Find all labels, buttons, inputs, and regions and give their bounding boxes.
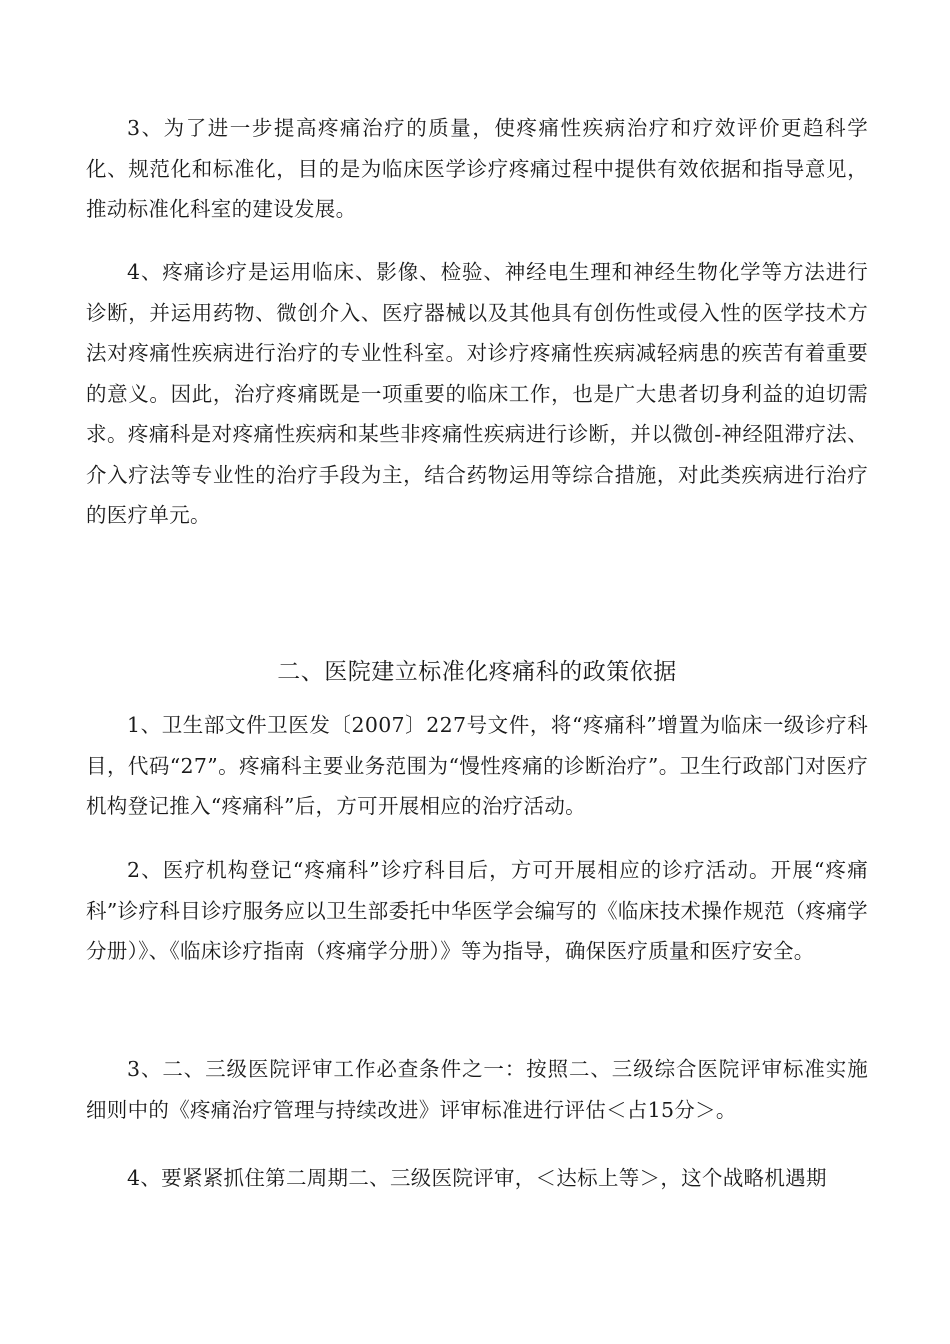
paragraph-item-3-quality: 3、为了进一步提高疼痛治疗的质量，使疼痛性疾病治疗和疗效评价更趋科学化、规范化和标准化，目的是为临床医学诊疗疼痛过程中提供有效依据和指导意见，推动标准化科室的建设发展。: [86, 116, 868, 221]
section-heading-policy-basis: 二、医院建立标准化疼痛科的政策依据: [277, 659, 677, 685]
paragraph-item-4-pain-diagnosis: 4、疼痛诊疗是运用临床、影像、检验、神经电生理和神经生物化学等方法进行诊断，并运用药物、微创介入、医疗器械以及其他具有创伤性或侵入性的医学技术方法对疼痛性疾病进行治疗的专业性科室。对诊疗疼痛性疾病减轻病患的疾苦有着重要的意义。因此，治疗疼痛既是一项重要的临床工作，也是广大患者切身利益的迫切需求。疼痛科是对疼痛性疾病和某些非疼痛性疾病进行诊断，并以微创-神经阻滞疗法、介入疗法等专业性的治疗手段为主，结合药物运用等综合措施，对此类疾病进行治疗的医疗单元。: [86, 260, 868, 527]
paragraph-policy-3: 3、二、三级医院评审工作必查条件之一：按照二、三级综合医院评审标准实施细则中的《疼痛治疗管理与持续改进》评审标准进行评估＜占15分＞。: [86, 1057, 868, 1122]
paragraph-policy-4: 4、要紧紧抓住第二周期二、三级医院评审，＜达标上等＞，这个战略机遇期: [127, 1166, 827, 1190]
paragraph-policy-1: 1、卫生部文件卫医发〔2007〕227号文件，将“疼痛科”增置为临床一级诊疗科目，代码“27”。疼痛科主要业务范围为“慢性疼痛的诊断治疗”。卫生行政部门对医疗机构登记推入“疼痛科”后，方可开展相应的治疗活动。: [86, 713, 868, 818]
paragraph-policy-2: 2、医疗机构登记“疼痛科”诊疗科目后，方可开展相应的诊疗活动。开展“疼痛科”诊疗科目诊疗服务应以卫生部委托中华医学会编写的《临床技术操作规范（疼痛学分册）》、《临床诊疗指南（疼痛学分册）》等为指导，确保医疗质量和医疗安全。: [86, 858, 868, 963]
